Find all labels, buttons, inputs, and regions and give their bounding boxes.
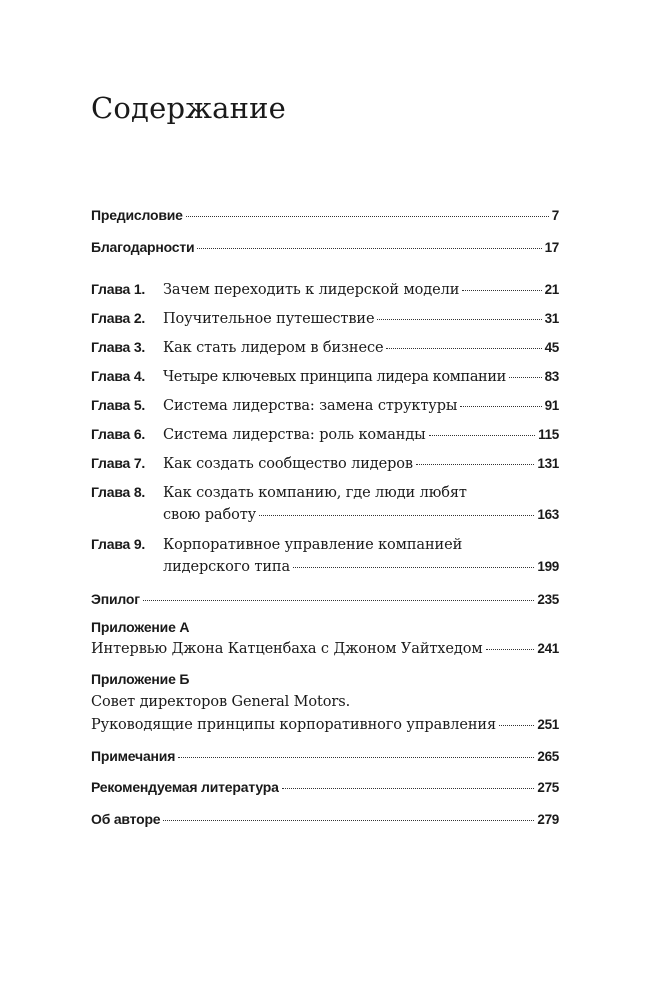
appendix-title: Интервью Джона Катценбаха с Джоном Уайтхедом <box>91 641 483 657</box>
chapter-label: Глава 7. <box>91 455 146 471</box>
dot-leader <box>377 319 541 320</box>
page-number: 83 <box>544 369 559 384</box>
chapter-label: Глава 2. <box>91 310 146 326</box>
chapter-label: Глава 5. <box>91 397 146 413</box>
toc-entry-appendix-a-head[interactable] <box>91 619 189 641</box>
dot-leader <box>259 515 534 516</box>
toc-entry-chapter-4[interactable] <box>91 368 559 390</box>
appendix-title-line2: Руководящие принципы корпоративного управления <box>91 717 496 733</box>
entry-label: Об авторе <box>91 811 161 827</box>
toc-entry-chapter-2[interactable] <box>91 310 559 332</box>
toc-entry-appendix-b[interactable] <box>91 717 559 739</box>
entry-label: Благодарности <box>91 239 195 255</box>
entry-label: Рекомендуемая литература <box>91 779 279 795</box>
page-number: 131 <box>537 456 559 471</box>
chapter-title: Система лидерства: роль команды <box>163 427 426 443</box>
page-title: Содержание <box>91 91 287 125</box>
page-number: 115 <box>538 427 559 442</box>
chapter-label: Глава 6. <box>91 426 146 442</box>
dot-leader <box>486 649 535 650</box>
page-number: 31 <box>544 311 559 326</box>
dot-leader <box>282 788 535 789</box>
toc-entry-chapter-6[interactable] <box>91 426 559 448</box>
dot-leader <box>197 248 541 249</box>
page-number: 241 <box>537 641 559 656</box>
dot-leader <box>460 406 541 407</box>
chapter-label: Глава 9. <box>91 536 146 552</box>
dot-leader <box>416 464 534 465</box>
page-number: 7 <box>551 208 559 223</box>
toc-entry-appendix-b-head[interactable] <box>91 671 189 693</box>
toc-entry-chapter-5[interactable] <box>91 397 559 419</box>
chapter-title: Как стать лидером в бизнесе <box>163 340 384 356</box>
toc-entry-chapter-1[interactable] <box>91 281 559 303</box>
chapter-label: Глава 3. <box>91 339 146 355</box>
page-number: 251 <box>537 717 559 732</box>
dot-leader <box>509 377 542 378</box>
chapter-label: Глава 8. <box>91 484 146 500</box>
chapter-title: Как создать сообщество лидеров <box>163 456 413 472</box>
toc-entry-appendix-b-line1[interactable] <box>91 694 350 716</box>
toc-entry-preface[interactable] <box>91 207 559 229</box>
page-number: 279 <box>537 812 559 827</box>
dot-leader <box>429 435 536 436</box>
page-number: 45 <box>544 340 559 355</box>
toc-entry-appendix-a[interactable] <box>91 641 559 663</box>
chapter-title: Зачем переходить к лидерской модели <box>163 282 460 298</box>
dot-leader <box>499 725 534 726</box>
toc-entry-chapter-8[interactable] <box>163 507 559 529</box>
dot-leader <box>163 820 534 821</box>
chapter-title: Четыре ключевых принципа лидера компании <box>163 369 506 385</box>
toc-entry-chapter-7[interactable] <box>91 455 559 477</box>
chapter-title-line1: Как создать компанию, где люди любят <box>163 485 467 501</box>
dot-leader <box>143 600 534 601</box>
entry-label: Предисловие <box>91 207 183 223</box>
chapter-label: Глава 4. <box>91 368 146 384</box>
page-number: 235 <box>537 592 559 607</box>
appendix-title-line1: Совет директоров General Motors. <box>91 694 351 710</box>
page-number: 275 <box>537 780 559 795</box>
page-number: 17 <box>544 240 559 255</box>
toc-entry-epilogue[interactable] <box>91 591 559 613</box>
toc-entry-about[interactable] <box>91 811 559 833</box>
dot-leader <box>186 216 549 217</box>
chapter-title-line2: лидерского типа <box>163 559 291 575</box>
page-number: 199 <box>537 559 559 574</box>
dot-leader <box>386 348 541 349</box>
dot-leader <box>293 567 534 568</box>
chapter-label: Глава 1. <box>91 281 146 297</box>
chapter-title-line1: Корпоративное управление компанией <box>163 537 463 553</box>
entry-label: Примечания <box>91 748 176 764</box>
page-number: 91 <box>544 398 559 413</box>
entry-label: Эпилог <box>91 591 140 607</box>
toc-entry-chapter-9[interactable] <box>163 559 559 581</box>
toc-entry-chapter-8-head[interactable] <box>91 484 467 506</box>
chapter-title: Система лидерства: замена структуры <box>163 398 458 414</box>
toc-entry-acknowledgments[interactable] <box>91 239 559 261</box>
toc-entry-reading[interactable] <box>91 779 559 801</box>
toc-entry-chapter-9-head[interactable] <box>91 536 462 558</box>
entry-label: Приложение Б <box>91 671 190 687</box>
dot-leader <box>462 290 541 291</box>
entry-label: Приложение А <box>91 619 190 635</box>
page-number: 163 <box>537 507 559 522</box>
dot-leader <box>178 757 534 758</box>
chapter-title: Поучительное путешествие <box>163 311 375 327</box>
page-number: 21 <box>544 282 559 297</box>
toc-entry-notes[interactable] <box>91 748 559 770</box>
toc-entry-chapter-3[interactable] <box>91 339 559 361</box>
page-number: 265 <box>537 749 559 764</box>
chapter-title-line2: свою работу <box>163 507 257 523</box>
